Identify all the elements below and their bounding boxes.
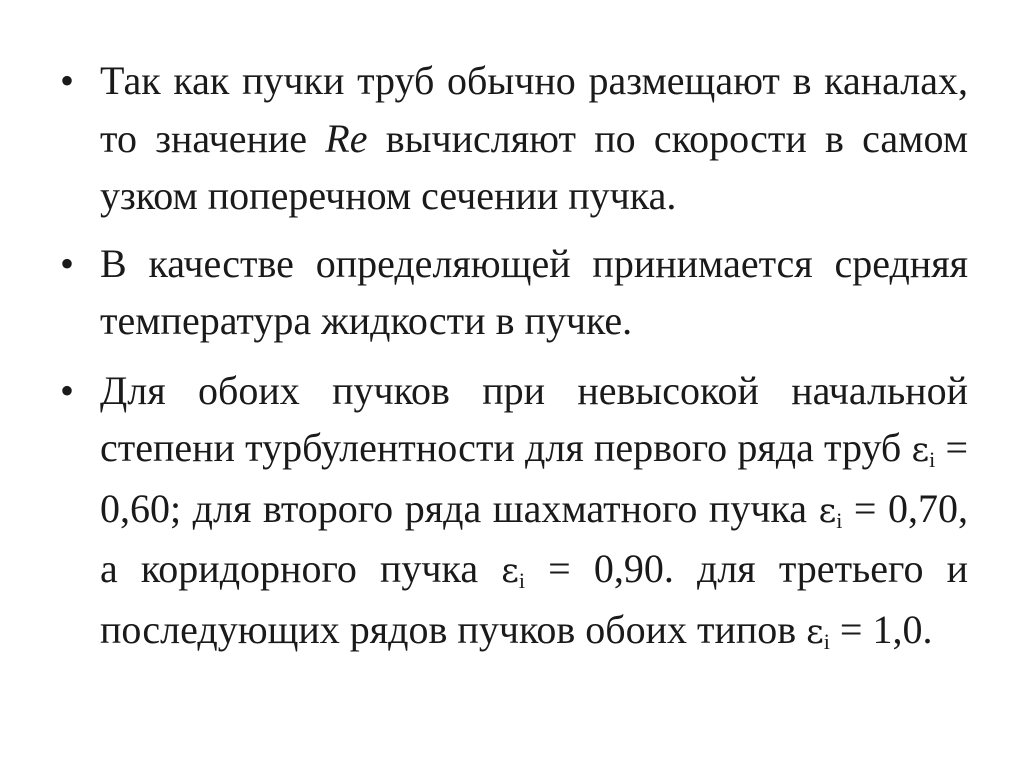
- bullet-text-part: Так как пучки труб обычно размещают в каналах, то значение: [100, 58, 968, 161]
- bullet-dot-icon: •: [60, 240, 75, 286]
- bullet-text-part: = 0,60; для второго ряда шахматного пучка: [100, 425, 969, 531]
- epsilon-symbol: ε: [818, 490, 837, 531]
- bullet-text-part: вычисляют по скорости в самом узком поперечном сечении пучка.: [100, 115, 969, 218]
- bullet-item-turbulence: [52, 362, 968, 662]
- reynolds-term: Re: [325, 115, 368, 161]
- bullet-text-part: = 0,90. для третьего и последующих рядов пучков обоих типов: [100, 546, 968, 652]
- epsilon-subscript: i: [929, 447, 936, 472]
- bullet-list: [52, 52, 968, 671]
- bullet-item-temperature: [52, 235, 968, 350]
- bullet-item-reynolds: [52, 52, 968, 225]
- epsilon-symbol: ε: [806, 611, 824, 652]
- epsilon-symbol: ε: [501, 551, 519, 591]
- bullet-text-part: Для обоих пучков при невысокой начальной степени турбулентности для первого ряда труб: [100, 367, 968, 470]
- bullet-dot-icon: •: [60, 58, 75, 103]
- bullet-dot-icon: •: [60, 367, 75, 413]
- epsilon-subscript: i: [836, 507, 843, 533]
- epsilon-subscript: i: [518, 568, 526, 593]
- epsilon-symbol: ε: [911, 430, 930, 470]
- bullet-text-part: = 1,0.: [829, 606, 933, 652]
- epsilon-subscript: i: [823, 628, 830, 654]
- bullet-text-part: = 0,70, а коридорного пучка: [100, 485, 968, 591]
- bullet-text: В качестве определяющей принимается средняя температура жидкости в пучке.: [100, 240, 968, 343]
